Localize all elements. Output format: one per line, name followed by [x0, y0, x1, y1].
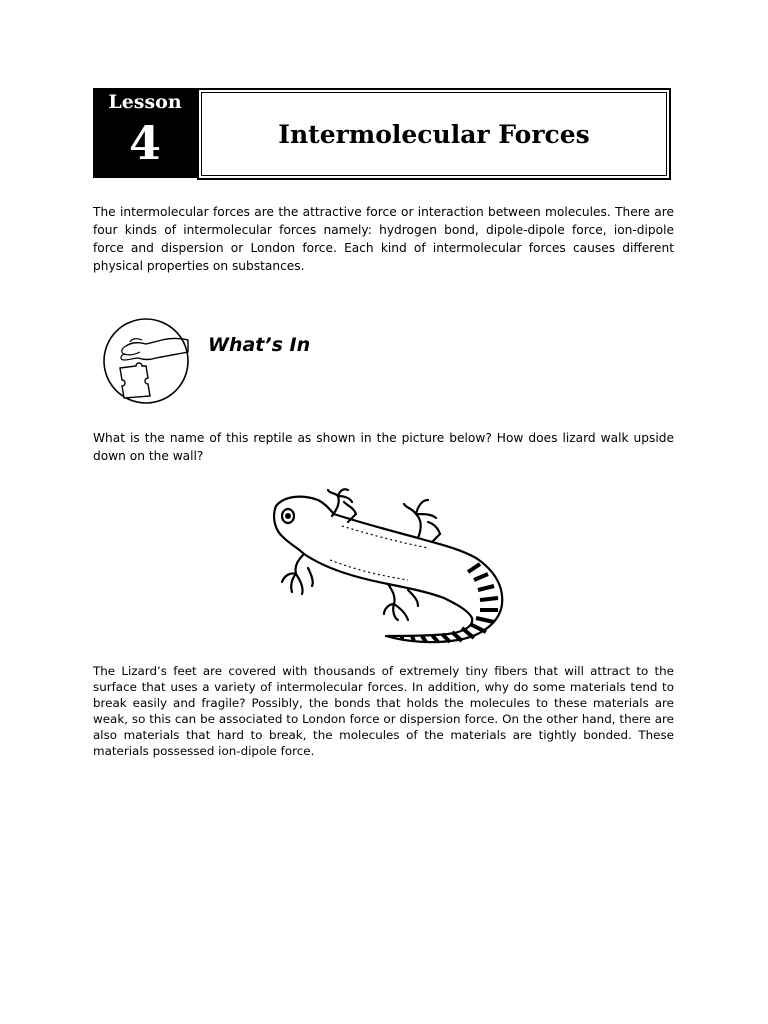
- question-paragraph: What is the name of this reptile as shown in the picture below? How does lizard walk upside down on the wall?: [93, 431, 674, 463]
- title-frame: [197, 88, 671, 180]
- lizard-illustration: [268, 486, 518, 648]
- intro-paragraph: The intermolecular forces are the attractive force or interaction between molecules. There are four kinds of intermolecular forces namely: hydrogen bond, dipole-dipole force, ion-dipole force and dispersion or London force. Each kind of intermolecular forces causes different physical properties on substances.: [93, 205, 674, 273]
- section-heading: What’s In: [208, 334, 311, 356]
- lesson-label: Lesson: [108, 91, 182, 113]
- lesson-number: 4: [128, 116, 161, 170]
- explanation-paragraph: The Lizard’s feet are covered with thousands of extremely tiny fibers that will attract to the surface that uses a variety of intermolecular forces. In addition, why do some materials tend to break easily and fragile? Possibly, the bonds that holds the molecules to these materials are weak, so this can be associated to London force or dispersion force. On the other hand, there are also materials that hard to break, the molecules of the materials are tightly bonded. These materials possessed ion-dipole force.: [93, 664, 674, 758]
- hand-puzzle-piece-icon: [100, 316, 192, 406]
- lesson-title: Intermolecular Forces: [278, 120, 590, 149]
- lesson-badge: [93, 88, 197, 178]
